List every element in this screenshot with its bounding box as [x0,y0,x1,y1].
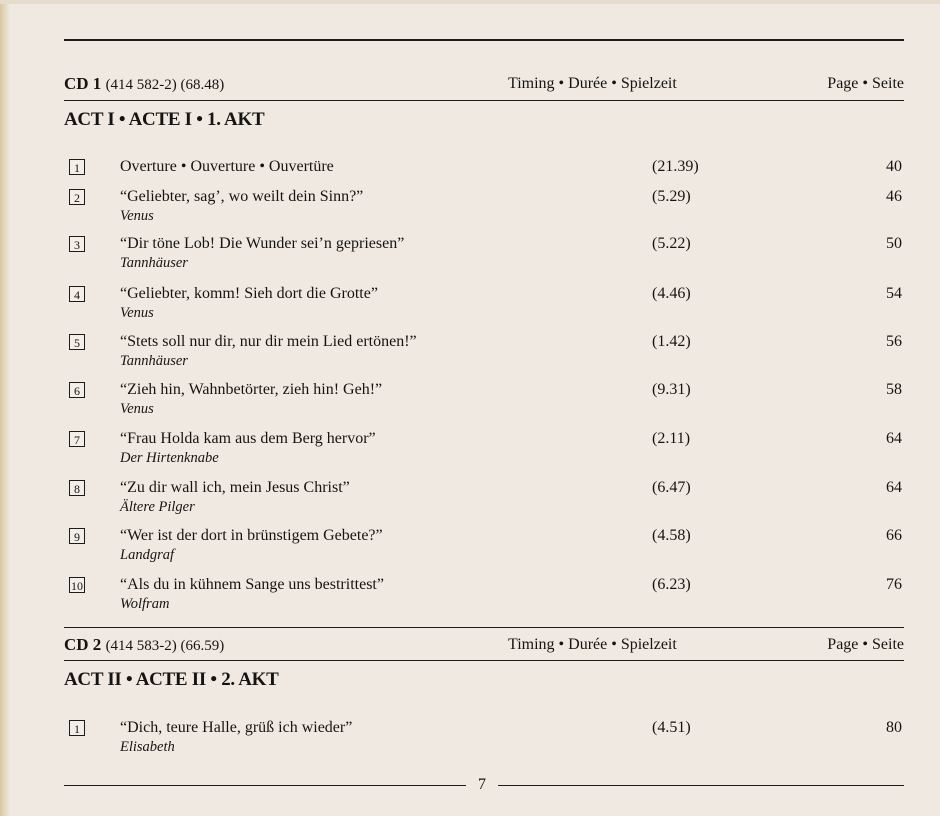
top-rule [64,39,904,41]
cd2-header-rule [64,660,904,661]
track-number-box: 6 [69,382,85,398]
track-number-box: 2 [69,189,85,205]
track-duration: (5.22) [652,235,691,252]
track-page: 80 [886,719,902,736]
track-number-box: 5 [69,334,85,350]
act1-title: ACT I • ACTE I • 1. AKT [64,109,265,130]
track-duration: (9.31) [652,381,691,398]
cd1-title: CD 1 [64,74,102,93]
cd1-page-header: Page • Seite [827,75,904,92]
track-row [64,576,904,616]
page-number: 7 [478,776,486,793]
track-number-box: 1 [69,159,85,175]
track-singer: Tannhäuser [120,353,188,369]
track-singer: Venus [120,305,154,321]
track-page: 64 [886,430,902,447]
track-singer: Ältere Pilger [120,499,195,515]
cd2-page-header: Page • Seite [827,636,904,653]
track-number-box: 7 [69,431,85,447]
track-duration: (4.58) [652,527,691,544]
track-title: “Dir töne Lob! Die Wunder sei’n gepriesen” [120,235,405,252]
track-duration: (1.42) [652,333,691,350]
cd2-meta: (414 583-2) (66.59) [105,638,225,654]
track-number-box: 1 [69,720,85,736]
track-row [64,430,904,470]
track-duration: (4.51) [652,719,691,736]
track-page: 66 [886,527,902,544]
track-row [64,527,904,567]
track-page: 54 [886,285,902,302]
track-number-box: 10 [71,579,83,593]
act2-title: ACT II • ACTE II • 2. AKT [64,669,279,690]
track-page: 58 [886,381,902,398]
track-title: “Zu dir wall ich, mein Jesus Christ” [120,479,350,496]
track-singer: Tannhäuser [120,255,188,271]
track-singer: Venus [120,401,154,417]
cd1-meta: (414 582-2) (68.48) [105,77,225,93]
track-singer: Landgraf [120,547,174,563]
track-duration: (21.39) [652,158,699,175]
page-edge-top [0,0,940,4]
track-number-box: 4 [69,286,85,302]
cd2-timing-header: Timing • Durée • Spielzeit [508,636,677,653]
track-row [64,381,904,421]
track-singer: Wolfram [120,596,170,612]
track-singer: Elisabeth [120,739,175,755]
track-duration: (6.47) [652,479,691,496]
track-row [64,333,904,373]
track-duration: (4.46) [652,285,691,302]
cd1-timing-header: Timing • Durée • Spielzeit [508,75,677,92]
footer-rule-right [498,785,904,786]
track-row [64,235,904,275]
track-row [64,719,904,759]
cd2-top-rule [64,627,904,628]
track-page: 76 [886,576,902,593]
track-singer: Venus [120,208,154,224]
track-duration: (6.23) [652,576,691,593]
track-title: “Als du in kühnem Sange uns bestrittest” [120,576,384,593]
track-title: “Dich, teure Halle, grüß ich wieder” [120,719,353,736]
cd1-header-rule [64,100,904,101]
track-title: Overture • Ouverture • Ouvertüre [120,158,334,175]
track-duration: (5.29) [652,188,691,205]
cd2-header [64,635,904,659]
track-page: 50 [886,235,902,252]
track-number-box: 9 [69,528,85,544]
cd2-title: CD 2 [64,635,102,654]
track-duration: (2.11) [652,430,691,447]
cd2-label [64,635,224,655]
track-number-box: 8 [69,480,85,496]
track-title: “Zieh hin, Wahnbetörter, zieh hin! Geh!” [120,381,383,398]
track-title: “Geliebter, komm! Sieh dort die Grotte” [120,285,378,302]
track-singer: Der Hirtenknabe [120,450,219,466]
track-title: “Geliebter, sag’, wo weilt dein Sinn?” [120,188,364,205]
page-edge [0,0,10,816]
track-page: 46 [886,188,902,205]
cd1-label [64,74,224,94]
track-row [64,188,904,228]
footer-rule-left [64,785,466,786]
track-number-box: 3 [69,236,85,252]
track-page: 40 [886,158,902,175]
track-title: “Frau Holda kam aus dem Berg hervor” [120,430,376,447]
track-title: “Wer ist der dort in brünstigem Gebete?” [120,527,383,544]
track-row [64,479,904,519]
track-row [64,285,904,325]
track-page: 64 [886,479,902,496]
cd1-header [64,74,904,98]
track-page: 56 [886,333,902,350]
track-title: “Stets soll nur dir, nur dir mein Lied ertönen!” [120,333,417,350]
